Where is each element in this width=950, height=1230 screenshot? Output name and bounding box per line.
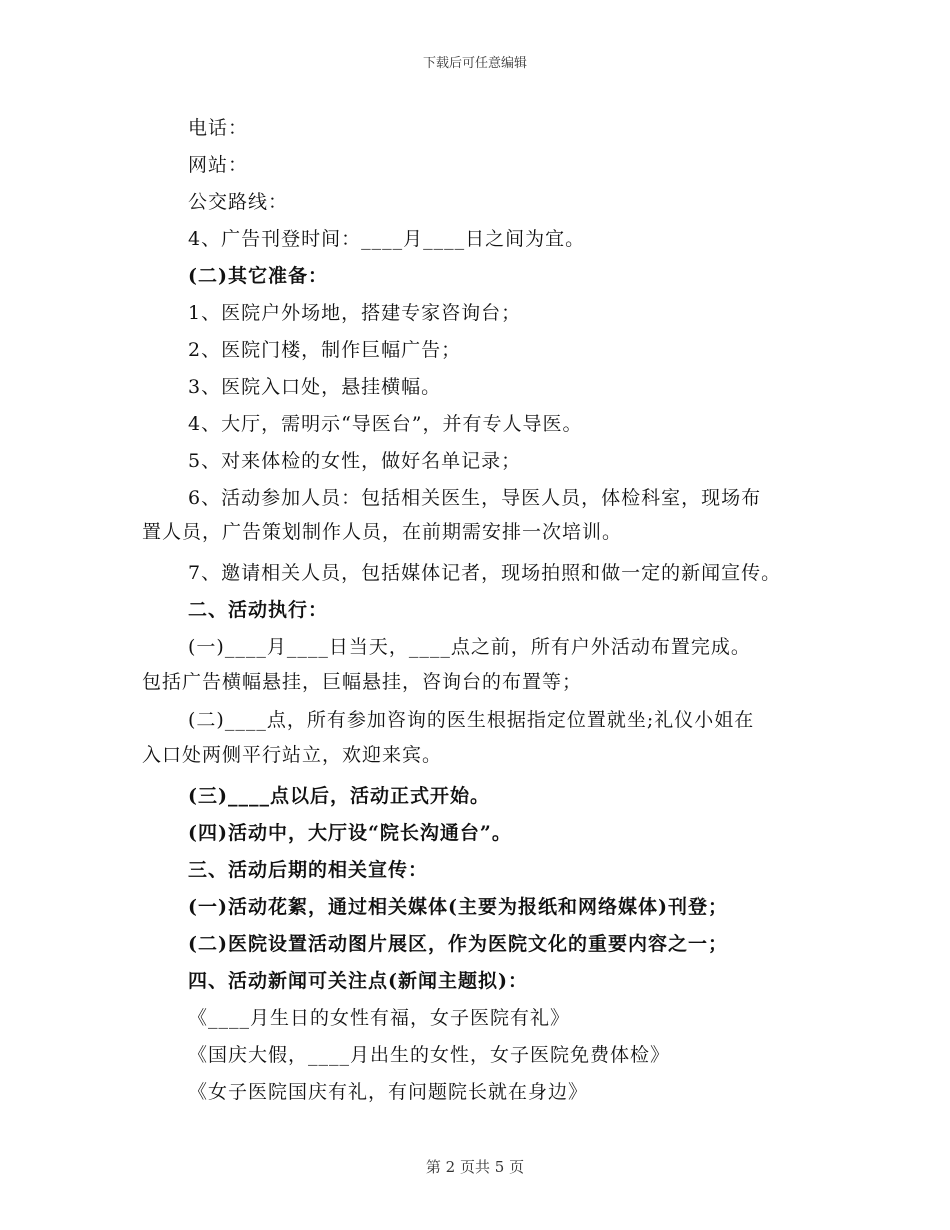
text-line: 《女子医院国庆有礼，有问题院长就在身边》 [188,1081,589,1103]
text-line: 《国庆大假，____月出生的女性，女子医院免费体检》 [188,1044,671,1066]
text-line: 网站： [188,154,249,176]
text-line: 4、广告刊登时间：____月____日之间为宜。 [188,228,586,250]
text-line: 入口处两侧平行站立，欢迎来宾。 [142,744,443,766]
text-line: 二、活动执行： [188,599,329,621]
text-line: 7、邀请相关人员，包括媒体记者，现场拍照和做一定的新闻宣传。 [188,562,782,584]
text-line: 3、医院入口处，悬挂横幅。 [188,376,442,398]
text-line: 《____月生日的女性有福，女子医院有礼》 [188,1007,571,1029]
text-line: 置人员，广告策划制作人员，在前期需安排一次培训。 [142,521,623,543]
text-line: (一)活动花絮，通过相关媒体(主要为报纸和网络媒体)刊登； [188,896,728,918]
text-line: 4、大厅，需明示“导医台”，并有专人导医。 [188,413,583,435]
text-line: (一)____月____日当天，____点之前，所有户外活动布置完成。 [188,636,751,658]
text-line: 1、医院户外场地，搭建专家咨询台； [188,302,522,324]
text-line: 6、活动参加人员：包括相关医生，导医人员，体检科室，现场布 [188,487,762,509]
text-line: (二)医院设置活动图片展区，作为医院文化的重要内容之一； [188,933,728,955]
text-line: 包括广告横幅悬挂，巨幅悬挂，咨询台的布置等； [142,671,583,693]
text-line: 电话： [188,117,249,139]
page-footer: 第 2 页共 5 页 [425,1158,525,1176]
text-line: 公交路线： [188,191,289,213]
text-line: 5、对来体检的女性，做好名单记录； [188,450,522,472]
text-line: (二)____点，所有参加咨询的医生根据指定位置就坐;礼仪小姐在 [188,709,755,731]
text-line: 四、活动新闻可关注点(新闻主题拟)： [188,970,528,992]
text-line: (四)活动中，大厅设“院长沟通台”。 [188,822,512,844]
page-header: 下载后可任意编辑 [422,56,527,71]
text-line: (二)其它准备： [188,265,328,287]
text-line: 三、活动后期的相关宣传： [188,859,429,881]
text-line: 2、医院门楼，制作巨幅广告； [188,339,462,361]
text-line: (三)____点以后，活动正式开始。 [188,785,490,807]
